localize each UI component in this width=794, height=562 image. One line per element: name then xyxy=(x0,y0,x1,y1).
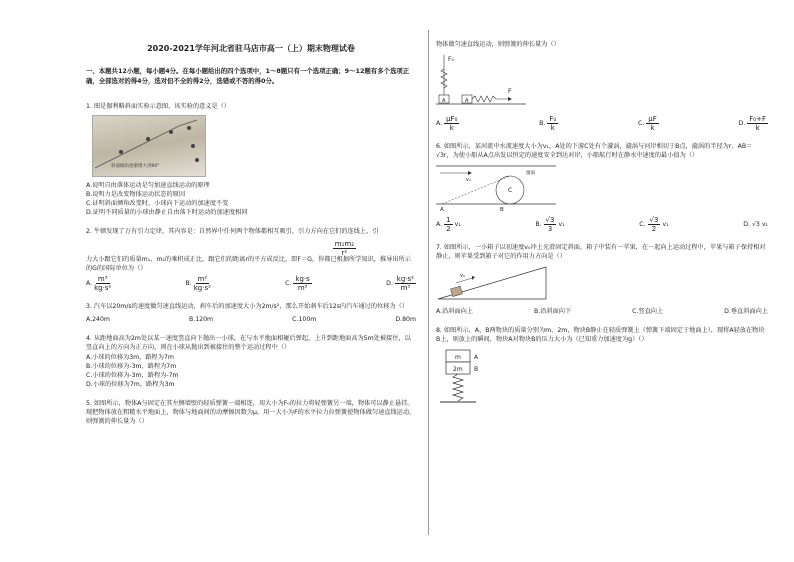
q8-label-m: m xyxy=(455,354,461,361)
q5-label-a-right: A xyxy=(465,98,469,104)
q6-stem: 6. 如图所示，某河流中水流速度大小为v₁，A处的下游C处有个漩涡，漩涡与河岸相切于B点，漩涡的半径为r，AB＝√3r，为使小船从A点出发以恒定的速度安全到达对岸，小船航行时在静水中速度的最小值为（） xyxy=(436,143,753,159)
q4-option-b: B.小球的位移为-3m，路程为7m xyxy=(86,363,177,370)
q7-options xyxy=(436,307,768,316)
q2-option-d: D. kg·s² m³ xyxy=(386,275,414,292)
q8-stacked-blocks-diagram xyxy=(436,346,496,414)
q5-spring-diagram xyxy=(436,51,546,111)
q4-stem: 4. 从距地面高为2m处以某一速度竖直向下抛出一小球，在与水平地面相碰后弹起，上升到距地面高为5m处被接住，以竖直向上的方向为正方向，则在小球从抛出到被接住的整个运动过程中（） xyxy=(86,335,411,351)
q7-option-d: D.垂直斜面向上 xyxy=(724,308,768,315)
q4-option-a: A.小球的位移为3m，路程为7m xyxy=(86,354,174,361)
q6-label-c: C xyxy=(508,187,513,194)
exam-title: 2020-2021学年河北省驻马店市高一（上）期末物理试卷 xyxy=(147,44,355,53)
q1-stem: 1. 图是伽利略斜面实验示意图，该实验的意义是（） xyxy=(86,103,230,110)
q8-stem: 8. 如图所示，A、B两物块的质量分别为m、2m，物块B静止在轻质弹簧上（弹簧下端固定于地面上），现将A轻放在物块B上，则放上的瞬间，物块A对物块B的压力大小为（已知重力加速度为g）（） xyxy=(436,327,765,343)
q3-option-a: A.240m xyxy=(86,316,110,323)
q6-option-c: C. √3 2 v₁ xyxy=(639,216,669,233)
left-column xyxy=(86,40,416,427)
q3-options xyxy=(86,315,416,324)
q5-stem: 5. 如图所示，物体A与固定在其左侧墙壁的轻质弹簧一端相连，用大小为F₀的拉力将轻弹簧另一端，物体可以静止悬挂。现把物体放在粗糙水平地面上，物体与地面间的动摩擦因数为μ，用一大小为F的水平拉力拉弹簧使物体做匀速直线运动，则弹簧的伸长量为（） xyxy=(86,400,416,425)
q6-label-a: A xyxy=(440,207,444,212)
galileo-incline-photo xyxy=(92,115,206,177)
q6-option-b: B. √3 3 v₁ xyxy=(535,216,565,233)
q5-label-a-left: A xyxy=(442,98,446,104)
q2-options xyxy=(86,275,416,292)
q3-stem: 3. 汽车以20m/s的速度做匀速直线运动，刹车后的加速度大小为2m/s²，那么开始刹车后12s内汽车通过的位移为（） xyxy=(86,303,408,310)
q6-option-a: A. 1 2 v₁ xyxy=(436,216,461,233)
q6-label-v1: v₁ xyxy=(466,177,471,183)
q2-stem-line1: 2. 牛顿发现了万有引力定律，其内容是：自然界中任何两个物体都相互吸引，引力方向在它们的连线上，引 xyxy=(86,228,379,235)
q5-stem-continued: 物体做匀速直线运动，则弹簧的伸长量为（） xyxy=(436,41,560,48)
column-divider xyxy=(428,30,429,535)
photo-caption: 斜面倾角逐渐增大到90° xyxy=(111,164,160,169)
q1-option-d: D.证明不同质量的小球由静止自由落下时运动的加速度相同 xyxy=(86,209,248,216)
q2-option-b: B. m² kg·s² xyxy=(185,275,211,292)
q2-stem-line2 xyxy=(86,255,416,273)
q8-label-a: A xyxy=(474,354,479,361)
q7-box xyxy=(451,286,463,296)
q6-river-diagram xyxy=(436,162,556,212)
q7-stem: 7. 如图所示，一小箱子以初速度v₀冲上光滑固定斜面，箱子中装有一苹果，在一起向上运动过程中，苹果与箱子保持相对静止，则苹果受到箱子对它的作用力方向是（） xyxy=(436,244,766,260)
q4-option-c: C.小球的位移为-3m，路程为-7m xyxy=(86,372,179,379)
q3-option-b: B.120m xyxy=(189,316,214,323)
q6-options xyxy=(436,216,768,233)
q5-option-d: D. F₀+F k xyxy=(738,115,766,132)
q7-incline-diagram xyxy=(436,263,556,303)
q5-label-f0: F₀ xyxy=(448,56,454,63)
q1-option-a: A.说明自由落体运动是匀加速直线运动的原理 xyxy=(86,182,210,189)
q6-label-b: B xyxy=(500,207,504,212)
q5-option-b: B. F₀ k xyxy=(539,115,557,132)
q8-label-b: B xyxy=(474,366,479,373)
q6-label-vortex: 漩涡 xyxy=(526,171,535,176)
q7-label-v0: v₀ xyxy=(460,273,465,279)
q5-options xyxy=(436,115,768,132)
right-column xyxy=(436,40,768,418)
q1-option-b: B.说明力是改变物体运动状态的原因 xyxy=(86,191,186,198)
q2-option-a: A. m³ kg·s² xyxy=(86,275,112,292)
q3-option-d: D.80m xyxy=(395,316,416,323)
q5-label-f: F xyxy=(508,88,512,95)
q2-stem-part2: 力大小跟它们的质量m₁、m₂的乘积成正比，跟它们的距离r的平方成反比，即F＝G xyxy=(86,256,312,263)
q2-stem-part3: ，你都已根据所学知识，推导出所示的G的国际单位为（） xyxy=(86,256,411,272)
q7-option-c: C.竖直向上 xyxy=(632,308,664,315)
q4-option-d: D.小球的位移为7m，路程为3m xyxy=(86,381,175,388)
q5-option-a: A. μF₀ k xyxy=(436,115,458,132)
section-instructions: 一、本题共12小题，每小题4分。在每小题给出的四个选项中，1～8题只有一个选项正确；9～12题有多个选项正确，全部选对的得4分，选对但不全的得2分，选错或不答的得0分。 xyxy=(86,67,410,85)
q1-option-c: C.证明斜面倾角改变时，小球向下运动的加速度不变 xyxy=(86,200,229,207)
q5-option-c: C. μF k xyxy=(637,115,657,132)
q3-option-c: C.100m xyxy=(292,316,317,323)
q8-label-2m: 2m xyxy=(453,366,463,373)
q2-option-c: C. kg·s m³ xyxy=(285,275,310,292)
q2-formula-numerator: m₁m₂ xyxy=(334,240,354,248)
q7-option-a: A.沿斜面向上 xyxy=(436,308,474,315)
q2-formula-denominator: r² xyxy=(341,249,348,257)
q7-option-b: B.沿斜面向下 xyxy=(534,308,572,315)
q6-option-d: D. √3 v₁ xyxy=(743,221,768,228)
